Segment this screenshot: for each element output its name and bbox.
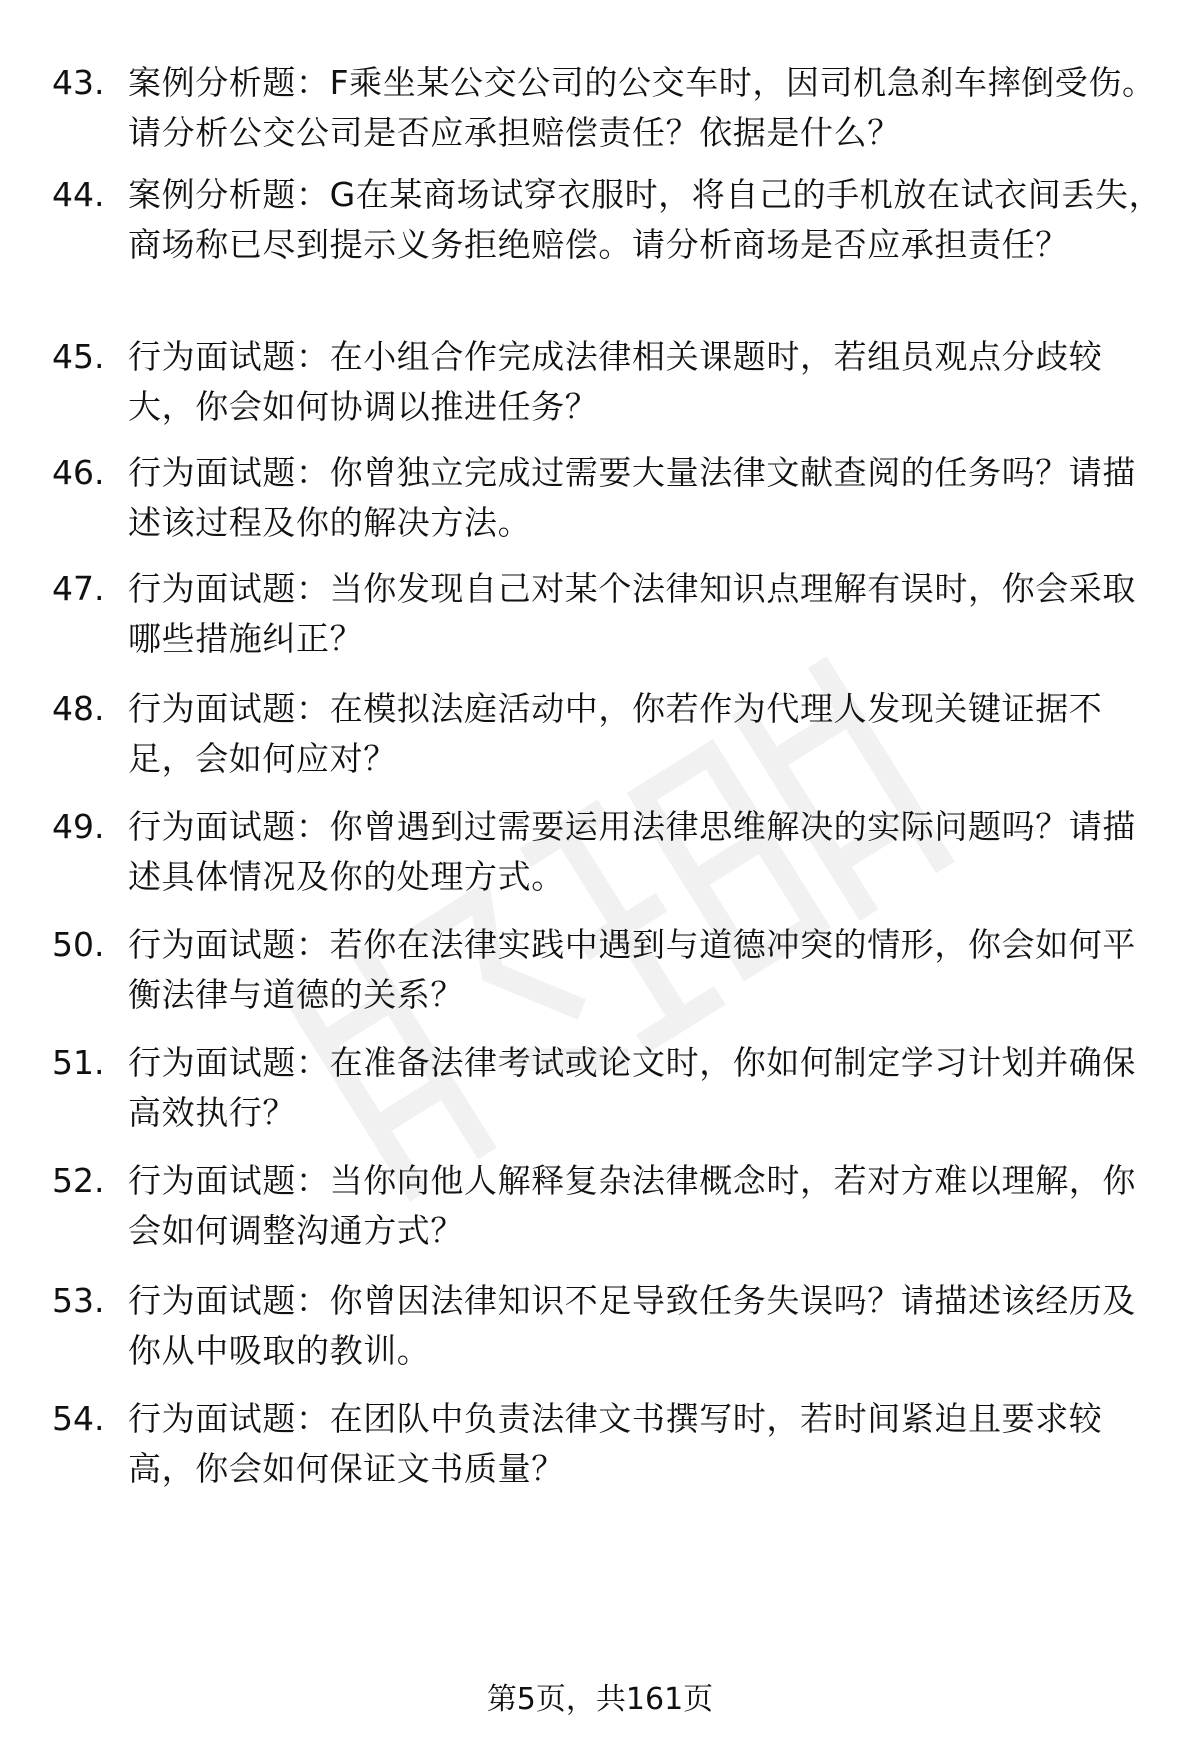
question-number: 49. xyxy=(52,807,105,846)
question-number: 43. xyxy=(52,63,105,102)
question-number: 48. xyxy=(52,689,105,728)
question-number: 51. xyxy=(52,1043,105,1082)
question-number: 45. xyxy=(52,337,105,376)
watermark-pattern xyxy=(180,560,1080,1260)
question-text: 行为面试题：若你在法律实践中遇到与道德冲突的情形，你会如何平衡法律与道德的关系？ xyxy=(128,925,1136,1014)
question-text: 行为面试题：你曾遇到过需要运用法律思维解决的实际问题吗？请描述具体情况及你的处理方式。 xyxy=(128,807,1136,896)
question-number: 44. xyxy=(52,175,105,214)
question-text: 行为面试题：在准备法律考试或论文时，你如何制定学习计划并确保高效执行？ xyxy=(128,1043,1136,1132)
question-text: 行为面试题：你曾独立完成过需要大量法律文献查阅的任务吗？请描述该过程及你的解决方法。 xyxy=(128,453,1136,542)
question-text: 行为面试题：你曾因法律知识不足导致任务失误吗？请描述该经历及你从中吸取的教训。 xyxy=(128,1281,1136,1370)
question-number: 46. xyxy=(52,453,105,492)
question-text: 行为面试题：当你发现自己对某个法律知识点理解有误时，你会采取哪些措施纠正？ xyxy=(128,569,1136,658)
question-number: 53. xyxy=(52,1281,105,1320)
question-number: 47. xyxy=(52,569,105,608)
question-text: 行为面试题：当你向他人解释复杂法律概念时，若对方难以理解，你会如何调整沟通方式？ xyxy=(128,1161,1136,1250)
question-text: 行为面试题：在小组合作完成法律相关课题时，若组员观点分歧较大，你会如何协调以推进任务？ xyxy=(128,337,1103,426)
question-number: 54. xyxy=(52,1399,105,1438)
question-text: 行为面试题：在模拟法庭活动中，你若作为代理人发现关键证据不足，会如何应对？ xyxy=(128,689,1103,778)
page-indicator: 第5页，共161页 xyxy=(486,1682,714,1717)
question-number: 50. xyxy=(52,925,105,964)
question-text: 行为面试题：在团队中负责法律文书撰写时，若时间紧迫且要求较高，你会如何保证文书质量？ xyxy=(128,1399,1103,1488)
question-number: 52. xyxy=(52,1161,105,1200)
question-text: 案例分析题：G在某商场试穿衣服时，将自己的手机放在试衣间丢失，商场称已尽到提示义务拒绝赔偿。请分析商场是否应承担责任？ xyxy=(128,175,1163,264)
question-text: 案例分析题：F乘坐某公交公司的公交车时，因司机急刹车摔倒受伤。请分析公交公司是否应承担赔偿责任？依据是什么？ xyxy=(128,63,1156,152)
